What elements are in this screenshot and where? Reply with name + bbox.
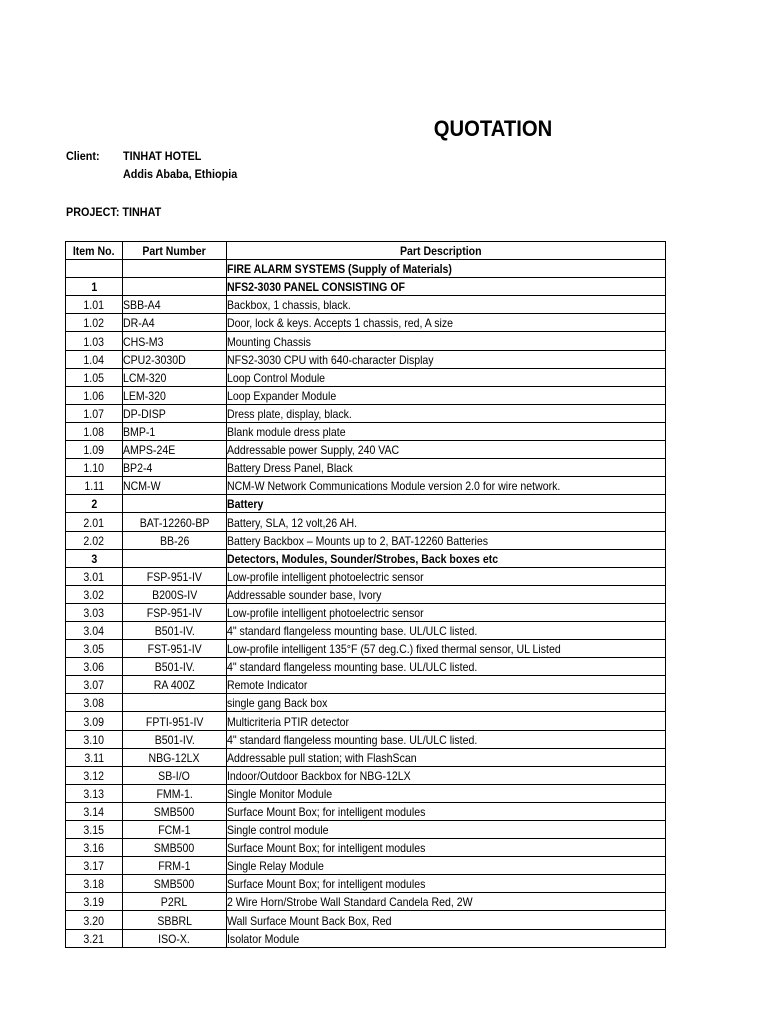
item-no-cell bbox=[66, 477, 123, 495]
part-description-text: Isolator Module bbox=[227, 931, 300, 946]
part-number-text: SBB-A4 bbox=[123, 298, 161, 313]
item-no-text: 3.10 bbox=[83, 732, 105, 747]
part-description-cell bbox=[227, 621, 666, 639]
item-no-cell bbox=[66, 603, 123, 621]
item-no-cell bbox=[66, 694, 123, 712]
table-header-row bbox=[66, 242, 666, 260]
part-number-text: BB-26 bbox=[159, 533, 190, 548]
item-no-cell bbox=[66, 911, 123, 929]
table-row bbox=[66, 459, 666, 477]
part-number-text: B501-IV. bbox=[154, 624, 195, 639]
item-no-text: 3.09 bbox=[83, 714, 105, 729]
part-description-text: Battery Dress Panel, Black bbox=[227, 461, 353, 476]
part-description-cell bbox=[227, 459, 666, 477]
part-description-text: Battery, SLA, 12 volt,26 AH. bbox=[227, 515, 358, 530]
part-number-cell bbox=[123, 386, 227, 404]
item-no-cell bbox=[66, 531, 123, 549]
item-no-cell bbox=[66, 350, 123, 368]
part-number-text: CHS-M3 bbox=[123, 334, 164, 349]
table-row bbox=[66, 676, 666, 694]
item-no-cell bbox=[66, 929, 123, 947]
item-no-text: 3.11 bbox=[84, 750, 104, 765]
part-description-text: Addressable power Supply, 240 VAC bbox=[227, 443, 400, 458]
part-number-cell bbox=[123, 929, 227, 947]
item-no-cell bbox=[66, 640, 123, 658]
item-no-text: 1.08 bbox=[83, 425, 105, 440]
item-no-cell bbox=[66, 459, 123, 477]
item-no-text: 3.18 bbox=[83, 877, 105, 892]
part-description-text: Multicriteria PTIR detector bbox=[227, 714, 350, 729]
header-part-number-text: Part Number bbox=[142, 244, 207, 259]
part-description-text: Backbox, 1 chassis, black. bbox=[227, 298, 351, 313]
project-line: PROJECT: TINHAT bbox=[66, 205, 162, 219]
part-description-cell bbox=[227, 404, 666, 422]
part-number-text: P2RL bbox=[161, 895, 188, 910]
part-description-cell bbox=[227, 513, 666, 531]
part-description-text: Remote Indicator bbox=[227, 678, 308, 693]
part-number-cell bbox=[123, 513, 227, 531]
item-no-cell bbox=[66, 621, 123, 639]
part-description-cell bbox=[227, 296, 666, 314]
table-row bbox=[66, 549, 666, 567]
item-no-cell bbox=[66, 676, 123, 694]
part-number-text: FPTI-951-IV bbox=[145, 714, 204, 729]
item-no-text: 1.04 bbox=[83, 352, 105, 367]
item-no-text: 1 bbox=[91, 280, 97, 295]
part-description-cell bbox=[227, 332, 666, 350]
part-description-cell bbox=[227, 585, 666, 603]
part-description-text: Detectors, Modules, Sounder/Strobes, Back boxes etc bbox=[227, 551, 499, 566]
part-number-text: BMP-1 bbox=[123, 425, 156, 440]
part-description-cell bbox=[227, 314, 666, 332]
part-number-cell bbox=[123, 893, 227, 911]
part-description-text: Surface Mount Box; for intelligent modules bbox=[227, 805, 426, 819]
part-number-cell bbox=[123, 278, 227, 296]
item-no-cell bbox=[66, 875, 123, 893]
part-description-text: Single Relay Module bbox=[227, 859, 324, 874]
item-no-cell bbox=[66, 784, 123, 802]
part-number-cell bbox=[123, 730, 227, 748]
item-no-text: 1.07 bbox=[83, 406, 105, 421]
item-no-text: 2.01 bbox=[83, 515, 105, 530]
item-no-cell bbox=[66, 802, 123, 820]
part-description-text: Battery Backbox – Mounts up to 2, BAT-12260 Batteries bbox=[227, 533, 489, 548]
part-description-cell bbox=[227, 422, 666, 440]
part-description-cell bbox=[227, 694, 666, 712]
item-no-cell bbox=[66, 441, 123, 459]
part-description-cell bbox=[227, 875, 666, 893]
item-no-cell bbox=[66, 730, 123, 748]
table-row bbox=[66, 857, 666, 875]
table-row bbox=[66, 875, 666, 893]
item-no-text: 3.07 bbox=[83, 678, 105, 693]
part-description-text: Surface Mount Box; for intelligent modules bbox=[227, 841, 426, 856]
part-description-text: 2 Wire Horn/Strobe Wall Standard Candela Red, 2W bbox=[227, 895, 473, 910]
item-no-cell bbox=[66, 332, 123, 350]
part-number-text: SMB500 bbox=[154, 805, 195, 819]
part-number-text: FSP-951-IV bbox=[146, 605, 203, 620]
part-number-cell bbox=[123, 296, 227, 314]
part-description-text: NFS2-3030 CPU with 640-character Display bbox=[227, 352, 434, 367]
table-row bbox=[66, 585, 666, 603]
part-number-cell bbox=[123, 802, 227, 820]
part-number-text: FSP-951-IV bbox=[146, 569, 203, 584]
item-no-text: 1.11 bbox=[84, 479, 104, 494]
part-number-cell bbox=[123, 531, 227, 549]
item-no-text: 3 bbox=[91, 551, 97, 566]
table-row bbox=[66, 368, 666, 386]
part-description-cell bbox=[227, 839, 666, 857]
part-number-cell bbox=[123, 314, 227, 332]
part-number-cell bbox=[123, 676, 227, 694]
part-description-cell bbox=[227, 730, 666, 748]
header-part-description-text: Part Description bbox=[399, 244, 482, 259]
part-description-cell bbox=[227, 676, 666, 694]
part-description-text: Wall Surface Mount Back Box, Red bbox=[227, 913, 392, 928]
header-item-no bbox=[66, 242, 123, 260]
item-no-cell bbox=[66, 549, 123, 567]
item-no-text: 3.16 bbox=[83, 841, 105, 856]
table-row bbox=[66, 821, 666, 839]
part-number-cell bbox=[123, 260, 227, 278]
part-description-cell bbox=[227, 857, 666, 875]
item-no-text: 1.10 bbox=[83, 461, 105, 476]
part-number-cell bbox=[123, 404, 227, 422]
part-number-cell bbox=[123, 821, 227, 839]
part-description-cell bbox=[227, 260, 666, 278]
table-row bbox=[66, 694, 666, 712]
part-number-text: FRM-1 bbox=[158, 859, 191, 874]
item-no-cell bbox=[66, 857, 123, 875]
item-no-text: 2.02 bbox=[83, 533, 105, 548]
part-number-text: DR-A4 bbox=[123, 316, 155, 331]
part-description-text: 4" standard flangeless mounting base. UL/ULC listed. bbox=[227, 660, 478, 675]
part-number-cell bbox=[123, 839, 227, 857]
part-description-cell bbox=[227, 929, 666, 947]
part-description-text: NCM-W Network Communications Module version 2.0 for wire network. bbox=[227, 479, 561, 494]
part-number-text: SB-I/O bbox=[158, 768, 191, 783]
item-no-cell bbox=[66, 386, 123, 404]
part-number-cell bbox=[123, 549, 227, 567]
table-row bbox=[66, 712, 666, 730]
part-number-text: SMB500 bbox=[154, 877, 195, 892]
part-number-cell bbox=[123, 748, 227, 766]
item-no-text: 3.03 bbox=[83, 605, 105, 620]
part-number-cell bbox=[123, 658, 227, 676]
item-no-text: 3.06 bbox=[83, 660, 105, 675]
part-number-cell bbox=[123, 441, 227, 459]
item-no-cell bbox=[66, 821, 123, 839]
item-no-text: 3.19 bbox=[83, 895, 105, 910]
part-number-text: AMPS-24E bbox=[123, 443, 176, 458]
part-description-cell bbox=[227, 549, 666, 567]
item-no-text: 2 bbox=[91, 497, 97, 512]
part-description-cell bbox=[227, 278, 666, 296]
item-no-text: 3.15 bbox=[83, 823, 105, 838]
part-description-cell bbox=[227, 748, 666, 766]
part-description-text: FIRE ALARM SYSTEMS (Supply of Materials) bbox=[227, 262, 452, 277]
table-row bbox=[66, 893, 666, 911]
table-row bbox=[66, 640, 666, 658]
part-description-text: Surface Mount Box; for intelligent modules bbox=[227, 877, 426, 892]
part-description-cell bbox=[227, 712, 666, 730]
table-row bbox=[66, 441, 666, 459]
item-no-text: 3.05 bbox=[83, 642, 105, 657]
part-number-cell bbox=[123, 422, 227, 440]
table-body bbox=[66, 260, 666, 948]
part-description-text: Battery bbox=[227, 497, 264, 512]
part-description-text: Blank module dress plate bbox=[227, 425, 346, 440]
part-description-cell bbox=[227, 477, 666, 495]
table-row bbox=[66, 404, 666, 422]
item-no-cell bbox=[66, 422, 123, 440]
table-row bbox=[66, 766, 666, 784]
table-row bbox=[66, 278, 666, 296]
item-no-cell bbox=[66, 766, 123, 784]
client-label: Client: bbox=[66, 149, 100, 163]
table-row bbox=[66, 748, 666, 766]
item-no-text: 3.02 bbox=[83, 587, 105, 602]
part-description-text: Single control module bbox=[227, 823, 329, 838]
table-row bbox=[66, 296, 666, 314]
part-number-cell bbox=[123, 640, 227, 658]
table-row bbox=[66, 839, 666, 857]
part-description-text: 4" standard flangeless mounting base. UL/ULC listed. bbox=[227, 732, 478, 747]
part-number-text: FMM-1. bbox=[156, 786, 193, 801]
part-number-cell bbox=[123, 585, 227, 603]
part-description-text: Loop Control Module bbox=[227, 370, 326, 385]
part-description-cell bbox=[227, 350, 666, 368]
table-row bbox=[66, 658, 666, 676]
part-description-text: Addressable pull station; with FlashScan bbox=[227, 750, 417, 765]
part-description-cell bbox=[227, 386, 666, 404]
part-description-text: Mounting Chassis bbox=[227, 334, 311, 349]
part-description-text: Dress plate, display, black. bbox=[227, 406, 352, 421]
part-number-cell bbox=[123, 784, 227, 802]
header-item-no-text: Item No. bbox=[73, 244, 115, 259]
header-part-number bbox=[123, 242, 227, 260]
item-no-cell bbox=[66, 495, 123, 513]
item-no-cell bbox=[66, 368, 123, 386]
part-number-text: FCM-1 bbox=[158, 823, 191, 838]
part-description-text: Addressable sounder base, Ivory bbox=[227, 587, 382, 602]
part-description-cell bbox=[227, 784, 666, 802]
table-row bbox=[66, 802, 666, 820]
part-number-cell bbox=[123, 368, 227, 386]
part-number-cell bbox=[123, 875, 227, 893]
part-description-text: 4" standard flangeless mounting base. UL/ULC listed. bbox=[227, 624, 478, 639]
part-description-text: Loop Expander Module bbox=[227, 388, 337, 403]
part-number-text: LEM-320 bbox=[123, 388, 166, 403]
part-number-cell bbox=[123, 459, 227, 477]
table-row bbox=[66, 784, 666, 802]
part-number-cell bbox=[123, 621, 227, 639]
item-no-cell bbox=[66, 567, 123, 585]
part-description-text: Indoor/Outdoor Backbox for NBG-12LX bbox=[227, 768, 411, 783]
item-no-text: 1.02 bbox=[83, 316, 105, 331]
part-number-text: NBG-12LX bbox=[148, 750, 201, 765]
part-description-cell bbox=[227, 893, 666, 911]
table-row bbox=[66, 332, 666, 350]
table-row bbox=[66, 603, 666, 621]
item-no-cell bbox=[66, 314, 123, 332]
part-description-cell bbox=[227, 640, 666, 658]
part-number-cell bbox=[123, 477, 227, 495]
part-description-cell bbox=[227, 603, 666, 621]
part-number-text: NCM-W bbox=[123, 479, 161, 494]
part-description-cell bbox=[227, 802, 666, 820]
part-number-cell bbox=[123, 694, 227, 712]
table-row bbox=[66, 730, 666, 748]
part-number-text: B200S-IV bbox=[151, 587, 198, 602]
part-number-cell bbox=[123, 911, 227, 929]
part-number-text: SMB500 bbox=[154, 841, 195, 856]
part-number-text: SBBRL bbox=[157, 913, 192, 928]
item-no-text: 1.05 bbox=[83, 370, 105, 385]
item-no-text: 3.14 bbox=[83, 805, 105, 819]
table-row bbox=[66, 495, 666, 513]
part-number-cell bbox=[123, 857, 227, 875]
part-description-text: Door, lock & keys. Accepts 1 chassis, red, A size bbox=[227, 316, 453, 331]
client-name: TINHAT HOTEL bbox=[123, 149, 202, 163]
part-number-cell bbox=[123, 766, 227, 784]
part-description-text: single gang Back box bbox=[227, 696, 328, 711]
part-number-text: B501-IV. bbox=[154, 732, 195, 747]
item-no-cell bbox=[66, 260, 123, 278]
part-description-cell bbox=[227, 441, 666, 459]
item-no-text: 1.09 bbox=[83, 443, 105, 458]
item-no-cell bbox=[66, 748, 123, 766]
item-no-text: 1.03 bbox=[83, 334, 105, 349]
header-part-description bbox=[227, 242, 666, 260]
table-row bbox=[66, 314, 666, 332]
part-number-text: RA 400Z bbox=[153, 678, 196, 693]
table-row bbox=[66, 477, 666, 495]
item-no-text: 3.08 bbox=[83, 696, 105, 711]
client-address: Addis Ababa, Ethiopia bbox=[123, 167, 238, 181]
part-number-cell bbox=[123, 603, 227, 621]
part-number-text: B501-IV. bbox=[154, 660, 195, 675]
table-row bbox=[66, 422, 666, 440]
item-no-text: 1.01 bbox=[83, 298, 105, 313]
table-row bbox=[66, 350, 666, 368]
table-row bbox=[66, 531, 666, 549]
part-number-cell bbox=[123, 567, 227, 585]
part-description-text: NFS2-3030 PANEL CONSISTING OF bbox=[227, 280, 405, 295]
item-no-cell bbox=[66, 585, 123, 603]
part-description-cell bbox=[227, 911, 666, 929]
table-row bbox=[66, 911, 666, 929]
part-number-text: BP2-4 bbox=[123, 461, 153, 476]
table-row bbox=[66, 386, 666, 404]
item-no-cell bbox=[66, 839, 123, 857]
part-number-cell bbox=[123, 712, 227, 730]
item-no-text: 3.17 bbox=[83, 859, 105, 874]
part-description-cell bbox=[227, 567, 666, 585]
item-no-text: 3.12 bbox=[83, 768, 105, 783]
document-title: QUOTATION bbox=[433, 116, 553, 141]
part-description-cell bbox=[227, 821, 666, 839]
part-number-cell bbox=[123, 350, 227, 368]
item-no-text: 1.06 bbox=[83, 388, 105, 403]
item-no-cell bbox=[66, 404, 123, 422]
part-description-text: Low-profile intelligent photoelectric sensor bbox=[227, 605, 424, 620]
table-row bbox=[66, 260, 666, 278]
part-description-text: Low-profile intelligent photoelectric sensor bbox=[227, 569, 424, 584]
item-no-cell bbox=[66, 278, 123, 296]
part-number-text: ISO-X. bbox=[158, 931, 191, 946]
table-row bbox=[66, 567, 666, 585]
part-description-cell bbox=[227, 766, 666, 784]
part-description-cell bbox=[227, 531, 666, 549]
table-row bbox=[66, 513, 666, 531]
part-number-text: DP-DISP bbox=[123, 406, 166, 421]
part-description-text: Low-profile intelligent 135°F (57 deg.C.) fixed thermal sensor, UL Listed bbox=[227, 642, 561, 657]
part-description-cell bbox=[227, 495, 666, 513]
part-description-cell bbox=[227, 368, 666, 386]
table-row bbox=[66, 929, 666, 947]
item-no-cell bbox=[66, 296, 123, 314]
item-no-text: 3.20 bbox=[83, 913, 105, 928]
part-number-text: FST-951-IV bbox=[147, 642, 202, 657]
item-no-cell bbox=[66, 712, 123, 730]
part-description-cell bbox=[227, 658, 666, 676]
item-no-cell bbox=[66, 513, 123, 531]
quotation-table bbox=[65, 241, 666, 948]
item-no-cell bbox=[66, 893, 123, 911]
item-no-text: 3.21 bbox=[83, 931, 105, 946]
item-no-text: 3.01 bbox=[83, 569, 105, 584]
part-number-text: LCM-320 bbox=[123, 370, 167, 385]
table-row bbox=[66, 621, 666, 639]
part-number-text: CPU2-3030D bbox=[123, 352, 186, 367]
part-description-text: Single Monitor Module bbox=[227, 786, 333, 801]
item-no-text: 3.13 bbox=[83, 786, 105, 801]
part-number-cell bbox=[123, 495, 227, 513]
item-no-text: 3.04 bbox=[83, 624, 105, 639]
item-no-cell bbox=[66, 658, 123, 676]
part-number-text: BAT-12260-BP bbox=[139, 515, 210, 530]
part-number-cell bbox=[123, 332, 227, 350]
